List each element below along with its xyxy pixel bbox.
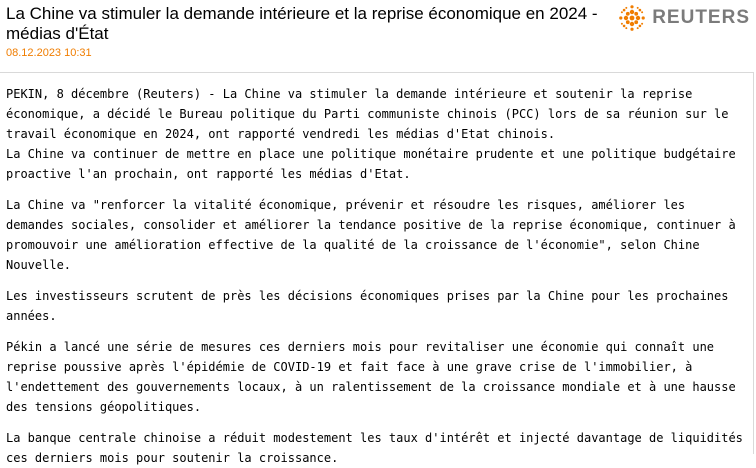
article-paragraph: Les investisseurs scrutent de près les décisions économiques prises par la Chine pour les prochaines années. <box>6 289 729 323</box>
article-paragraph: Pékin a lancé une série de mesures ces derniers mois pour revitaliser une économie qui connaît une reprise poussive après l'épidémie de COVID-19 et fait face à une grave crise de l'immobilier, à l'endettement des gouvernements locaux, à un ralentissement de la croissance mondiale et à une hausse des tensions géopolitiques. <box>6 340 736 414</box>
article-header <box>0 0 756 72</box>
article-paragraph: La Chine va continuer de mettre en place une politique monétaire prudente et une politique budgétaire proactive l'an prochain, ont rapporté les médias d'Etat. <box>6 147 736 181</box>
article-paragraph: PEKIN, 8 décembre (Reuters) - La Chine va stimuler la demande intérieure et soutenir la reprise économique, a décidé le Bureau politique du Parti communiste chinois (PCC) lors de sa réunion sur le travail économique en 2024, ont rapporté vendredi les médias d'Etat chinois. <box>6 87 729 141</box>
headline: La Chine va stimuler la demande intérieure et la reprise économique en 2024 - médias d'État <box>6 4 598 43</box>
article-paragraph: La Chine va "renforcer la vitalité économique, prévenir et résoudre les risques, améliorer les demandes sociales, consolider et améliorer la tendance positive de la reprise économique, continuer à promouvoir une amélioration effective de la qualité de la croissance de l'économie", selon Chine Nouvelle. <box>6 198 736 272</box>
article-paragraph: La banque centrale chinoise a réduit modestement les taux d'intérêt et injecté davantage de liquidités ces derniers mois pour soutenir la croissance. <box>6 431 743 465</box>
reuters-logo <box>618 4 750 32</box>
article-body <box>0 72 754 465</box>
timestamp: 08.12.2023 10:31 <box>6 47 92 59</box>
reuters-dot-logo-icon <box>618 4 646 32</box>
logo-text: REUTERS <box>652 7 750 28</box>
